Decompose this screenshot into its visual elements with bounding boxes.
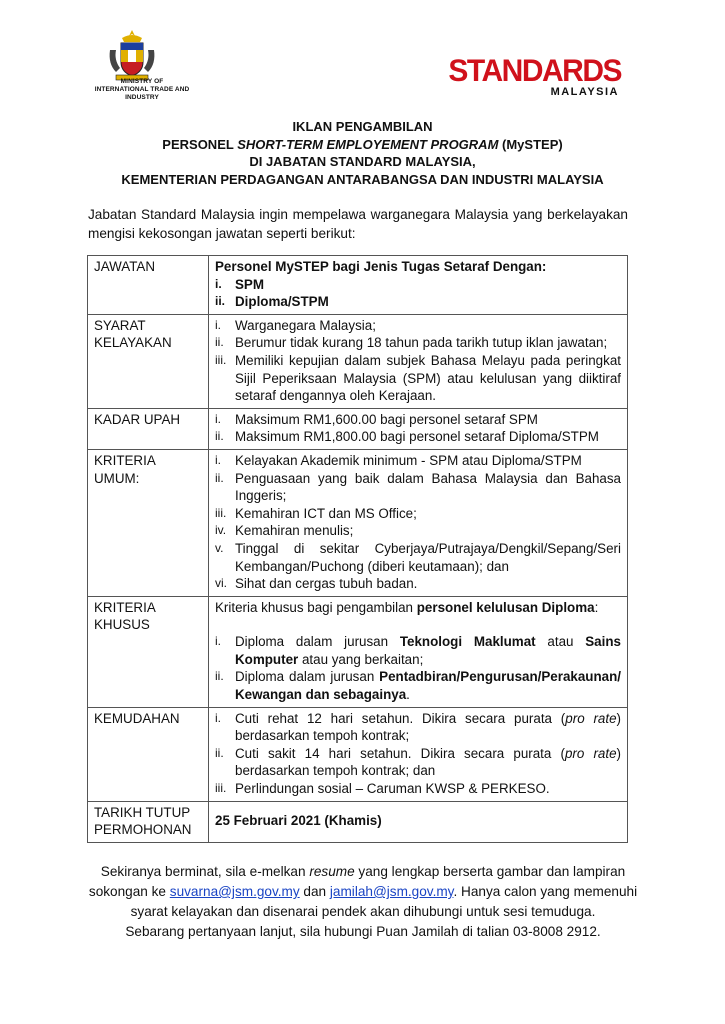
list-text: Cuti rehat 12 hari setahun. Dikira secara purata ( [235,710,566,726]
closing-date: 25 Februari 2021 (Khamis) [215,813,382,829]
list-number: iv. [215,523,227,538]
value-syarat-kelayakan [209,314,628,408]
footer-note [88,862,638,942]
list-text: ) berdasarkan tempoh kontrak; [235,710,621,744]
list-text: Kemahiran ICT dan MS Office; [235,505,417,521]
list-number: ii. [215,745,224,760]
list-item [215,317,621,335]
label-line-2: UMUM: [94,470,140,486]
list-text: Berumur tidak kurang 18 tahun pada tarikh tutup iklan jawatan; [235,335,608,351]
ministry-line-2: INTERNATIONAL TRADE AND INDUSTRY [94,86,190,101]
footer-text: Sekiranya berminat, sila e-melkan [100,864,310,879]
standards-malaysia-logo [448,53,621,98]
list-number: ii. [215,470,224,485]
letterhead [0,0,725,110]
list-item [215,276,621,294]
list-text: Kelayakan Akademik minimum - SPM atau Diploma/STPM [235,452,582,468]
list-text: Diploma dalam jurusan [235,669,380,685]
label-tarikh-tutup [88,801,209,842]
label-kriteria-khusus [88,596,209,707]
list-item [215,745,621,780]
list-item [215,470,621,505]
row-kriteria-khusus [88,596,628,707]
list-number: i. [215,634,221,649]
list-number: ii. [215,669,224,684]
list-text: Perlindungan sosial – Caruman KWSP & PERKESO. [235,781,550,797]
row-jawatan [88,256,628,315]
list-item [215,522,621,540]
ministry-line-1: MINISTRY OF [120,78,164,85]
email-link-suvarna[interactable]: suvarna@jsm.gov.my [169,884,300,899]
list-text-italic: pro rate [565,710,617,726]
list-item [215,334,621,352]
document-title [60,118,665,188]
list-text: atau [535,634,586,650]
list-item [215,411,621,429]
kriteria-khusus-intro [215,599,621,617]
value-kriteria-umum [209,449,628,596]
footer-text: . Hanya calon yang memenuhi syarat kelayakan dan disenarai pendek akan dihubungi untuk sesi temuduga. [130,884,638,919]
list-number: iii. [215,781,227,796]
list-number: i. [215,710,221,725]
row-kemudahan [88,707,628,801]
list-number: vi. [215,576,227,591]
list-text: atau yang berkaitan; [298,651,424,667]
title-line-3: DI JABATAN STANDARD MALAYSIA, [249,154,476,169]
footer-text: dan [299,884,330,899]
standards-logo-subtext: MALAYSIA [550,86,619,98]
list-item [215,575,621,593]
list-text: Warganegara Malaysia; [235,317,376,333]
label-jawatan: JAWATAN [88,256,209,315]
list-number: i. [215,276,222,291]
row-syarat-kelayakan [88,314,628,408]
list-item [215,780,621,798]
label-kriteria-umum [88,449,209,596]
list-number: iii. [215,352,227,367]
list-text: Cuti sakit 14 hari setahun. Dikira secara purata ( [235,745,565,761]
title-line-4: KEMENTERIAN PERDAGANGAN ANTARABANGSA DAN INDUSTRI MALAYSIA [121,171,604,187]
value-kriteria-khusus [209,596,628,707]
value-jawatan [209,256,628,315]
list-text: ) berdasarkan tempoh kontrak; dan [235,745,621,779]
list-text-bold: Pentadbiran/Pengurusan/Perakaunan/ Kewangan dan sebagainya [235,669,621,703]
value-kemudahan [209,707,628,801]
label-line-1: SYARAT [94,317,146,333]
list-text: Penguasaan yang baik dalam Bahasa Malaysia dan Bahasa Inggeris; [235,470,621,504]
label-line-2: KHUSUS [94,617,150,633]
row-kriteria-umum [88,449,628,596]
list-text: Maksimum RM1,600.00 bagi personel setaraf SPM [235,411,538,427]
title-line-2-prefix: PERSONEL [162,136,238,152]
list-item [215,293,621,311]
footer-paragraph-2: Sebarang pertanyaan lanjut, sila hubungi Puan Jamilah di talian 03-8008 2912. [125,924,601,939]
list-text: Maksimum RM1,800.00 bagi personel setaraf Diploma/STPM [235,429,599,445]
label-kemudahan: KEMUDAHAN [88,707,209,801]
list-item [215,633,621,668]
row-tarikh-tutup [88,801,628,842]
ministry-name [86,78,198,102]
list-number: ii. [215,294,226,309]
intro-bold: personel kelulusan Diploma [416,599,595,615]
list-number: i. [215,452,221,467]
list-number: v. [215,540,224,555]
list-item [215,668,621,703]
list-text-bold: Sains Komputer [235,634,621,667]
list-text: Sihat dan cergas tubuh badan. [235,576,418,592]
email-link-jamilah[interactable]: jamilah@jsm.gov.my [329,884,454,899]
label-kadar-upah: KADAR UPAH [88,408,209,449]
footer-paragraph-1 [88,862,638,922]
list-item [215,505,621,523]
jawatan-heading: Personel MySTEP bagi Jenis Tugas Setaraf Dengan: [215,259,547,274]
list-text-italic: pro rate [564,745,617,761]
row-kadar-upah [88,408,628,449]
list-item [215,540,621,575]
list-text: Diploma dalam jurusan [235,634,400,650]
title-line-1: IKLAN PENGAMBILAN [292,119,433,134]
list-text: SPM [235,276,265,292]
title-line-2-italic: SHORT-TERM EMPLOYEMENT PROGRAM [237,136,499,152]
list-item [215,710,621,745]
list-text-bold: Teknologi Maklumat [399,634,536,650]
label-line-1: KRITERIA [94,599,156,615]
list-number: iii. [215,505,227,520]
footer-text-italic: resume [309,864,355,879]
list-item [215,352,621,405]
title-line-2-suffix: (MySTEP) [498,136,563,152]
list-text: Diploma/STPM [235,294,329,310]
job-details-table [87,255,628,843]
label-syarat-kelayakan [88,314,209,408]
title-line-2 [60,136,665,154]
intro-suffix: : [594,599,599,615]
label-line-2: PERMOHONAN [94,822,192,838]
list-number: i. [215,317,221,332]
list-text: . [406,687,410,703]
intro-paragraph: Jabatan Standard Malaysia ingin mempelawa warganegara Malaysia yang berkelayakan mengisi kekosongan jawatan seperti berikut: [88,207,628,241]
list-item [215,452,621,470]
value-tarikh-tutup [209,801,628,842]
list-text: Kemahiran menulis; [235,523,354,539]
standards-logo-text: STANDARDS [448,53,621,89]
value-kadar-upah [209,408,628,449]
intro-prefix: Kriteria khusus bagi pengambilan [215,599,417,615]
list-text: Tinggal di sekitar Cyberjaya/Putrajaya/Dengkil/Sepang/Seri Kembangan/Puchong (diberi keutamaan); dan [235,540,621,574]
list-number: i. [215,411,221,426]
list-number: ii. [215,429,224,444]
list-number: ii. [215,335,224,350]
malaysia-coat-of-arms-icon [104,28,160,84]
list-item [215,428,621,446]
list-text: Memiliki kepujian dalam subjek Bahasa Melayu pada peringkat Sijil Peperiksaan Malaysia (SPM) atau kelulusan yang diiktiraf setaraf dengannya oleh Kerajaan. [235,352,621,404]
label-line-2: KELAYAKAN [94,335,172,351]
label-line-1: TARIKH TUTUP [94,804,191,820]
footer-text: yang lengkap berserta gambar dan lampiran sokongan ke [88,864,626,899]
label-line-1: KRITERIA [94,452,156,468]
